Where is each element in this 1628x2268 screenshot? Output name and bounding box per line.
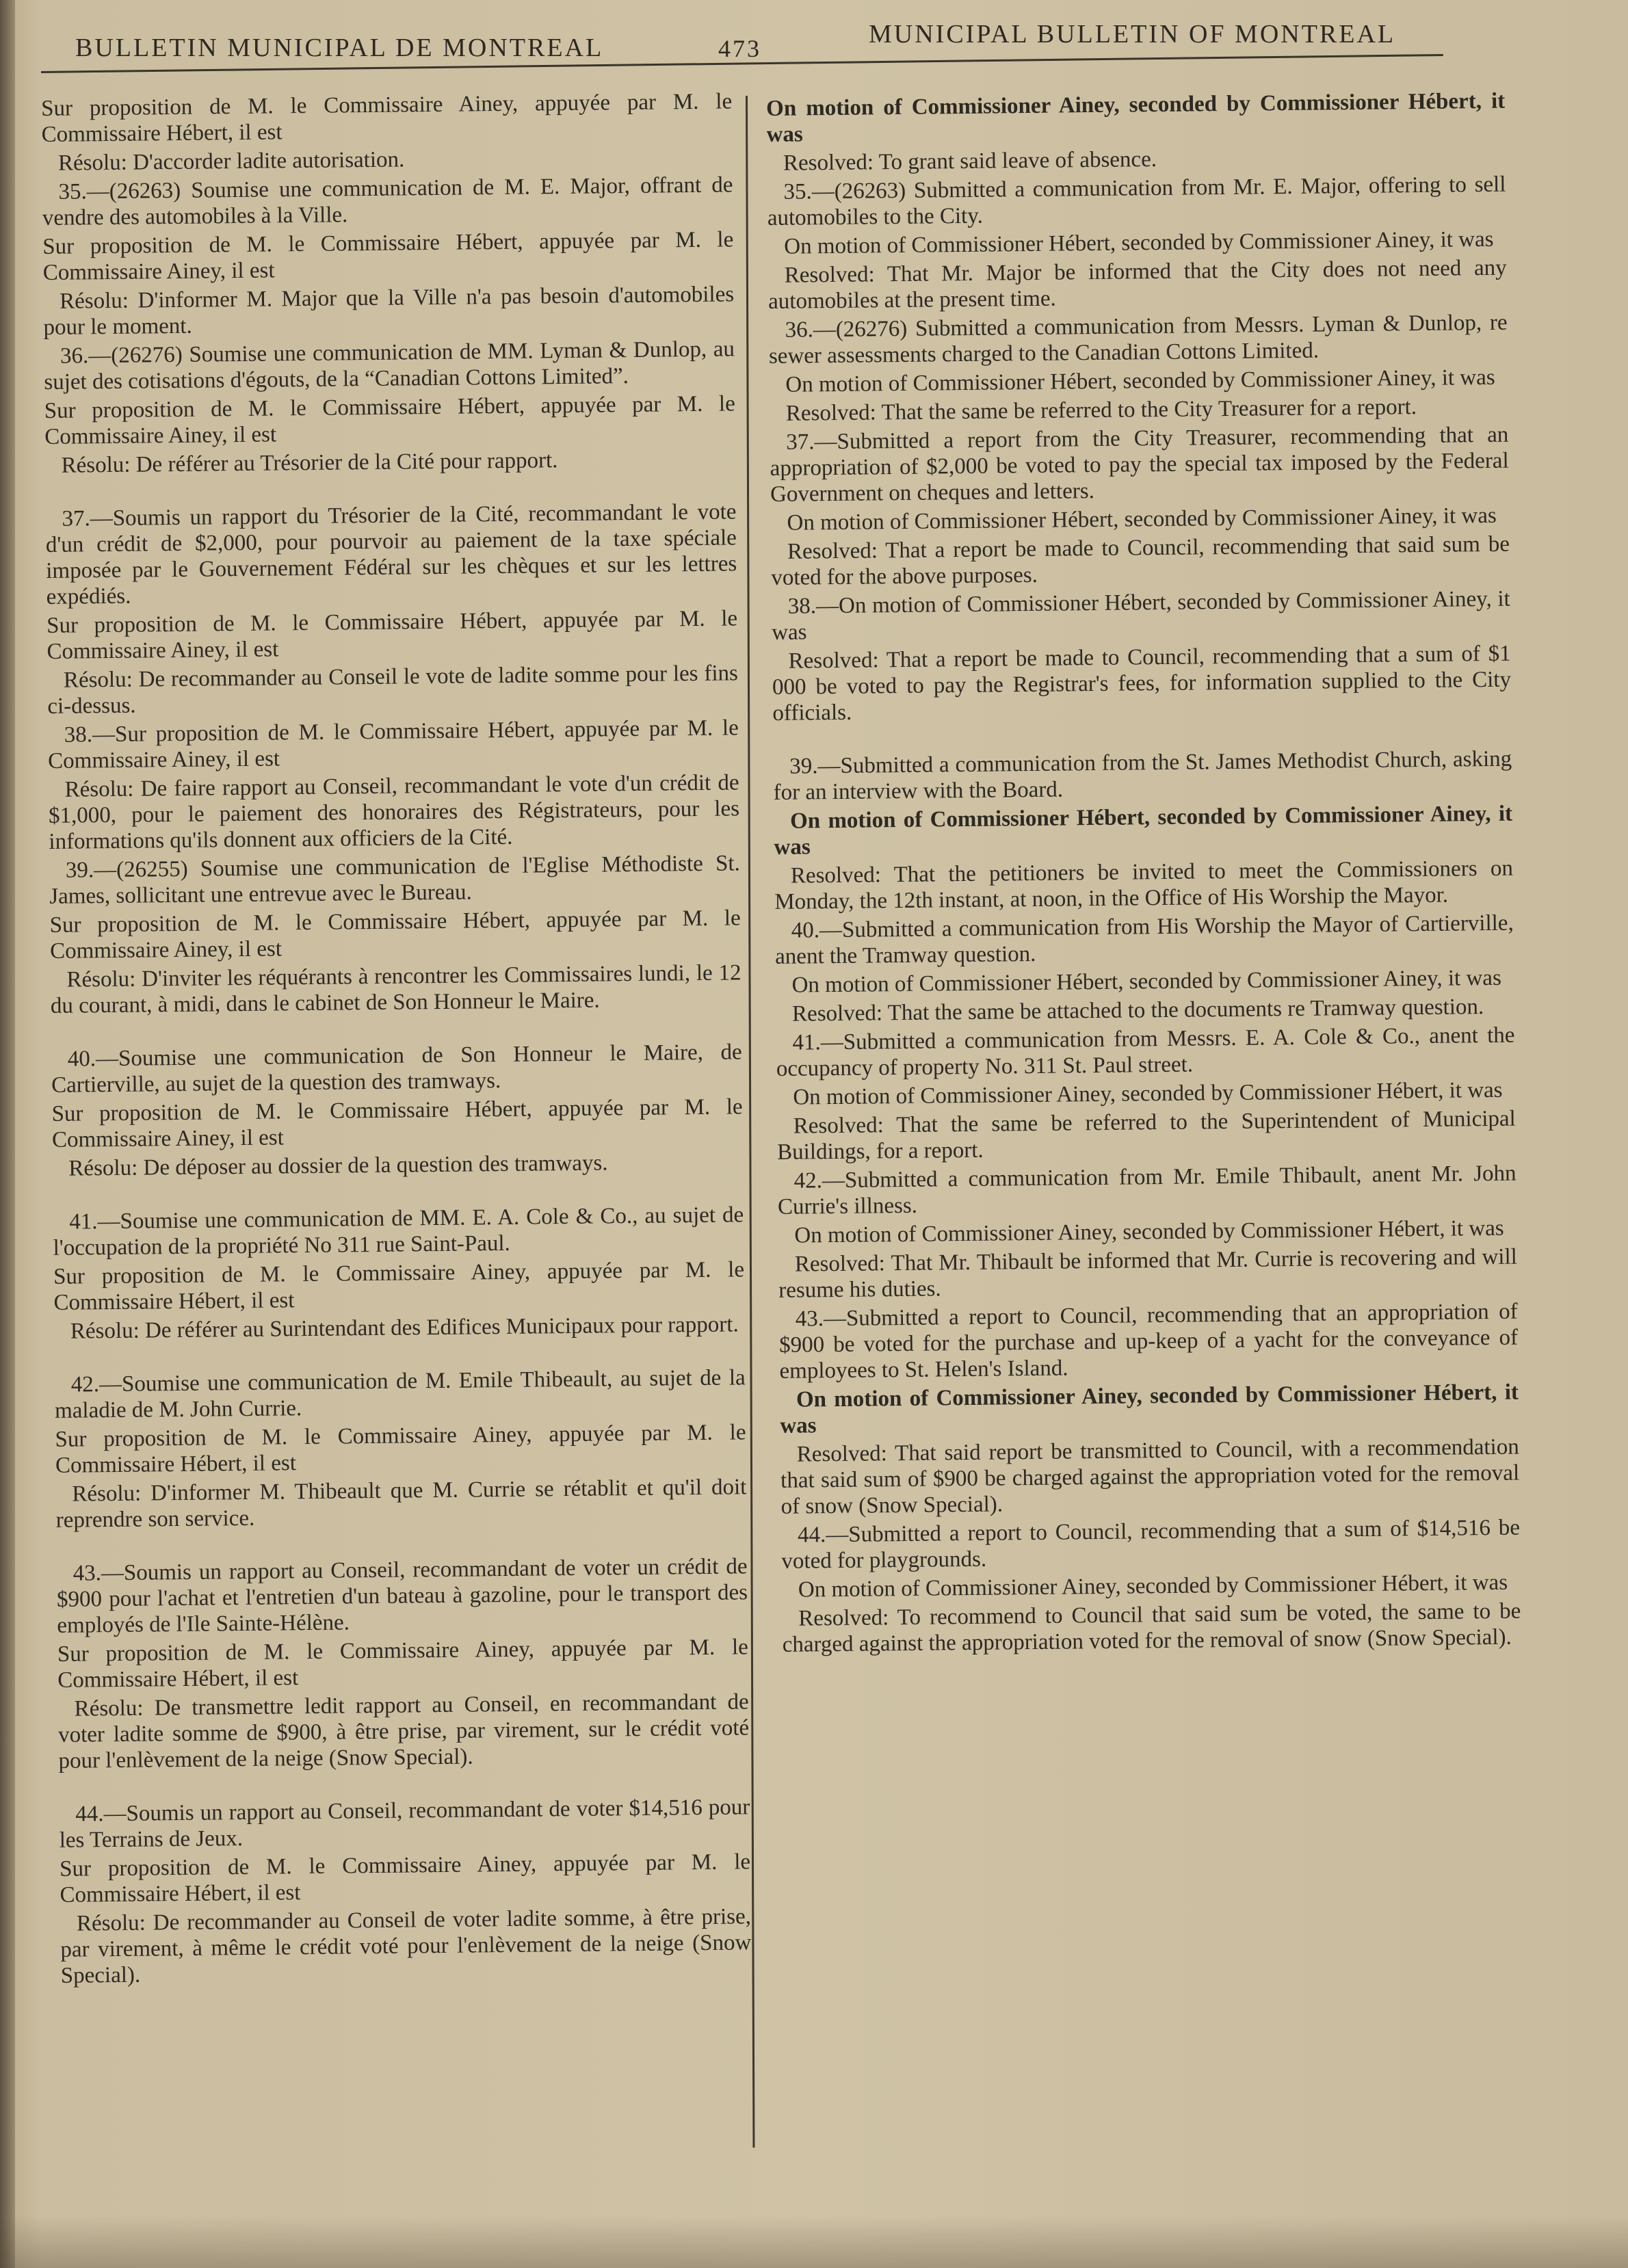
en-item-36: 36.—(26276) Submitted a communication from Messrs. Lyman & Dunlop, re sewer assessments charged to the Canadian Cottons Limited. (768, 310, 1508, 369)
english-column (766, 88, 1521, 1661)
en-resolution: Resolved: That the same be attached to the documents re Tramway question. (791, 994, 1484, 1027)
fr-resolution: Résolu: De transmettre ledit rapport au Conseil, en recommandant de voter ladite somme de $900, à être prise, par virement, sur le crédit voté pour l'enlèvement de la neige (Snow Special). (57, 1689, 750, 1773)
en-resolution: Resolved: That said report be transmitted to Council, with a recommendation that said sum of $900 be charged against the appropriation voted for the removal of snow (Snow Special). (780, 1434, 1520, 1519)
page-header (68, 19, 1450, 74)
en-resolution: Resolved: To recommend to Council that said sum be voted, the same to be charged against the appropriation voted for the removal of snow (Snow Special). (782, 1598, 1521, 1657)
en-item-37: 37.—Submitted a report from the City Treasurer, recommending that an appropriation of $2,000 be voted to pay the special tax imposed by the Federal Government on cheques and letters. (770, 422, 1509, 507)
fr-item-37: 37.—Soumis un rapport du Trésorier de la Cité, recommandant le vote d'un crédit de $2,000, pour pourvoir au paiement de la taxe spéciale imposée par le Gouvernement Fédéral sur les chèques et sur les lettres expédiés. (45, 499, 737, 609)
header-english-title: MUNICIPAL BULLETIN OF MONTREAL (869, 20, 1396, 49)
en-resolution: Resolved: To grant said leave of absence. (783, 147, 1157, 176)
en-item-44: 44.—Submitted a report to Council, recommending that a sum of $14,516 be voted for playgrounds. (781, 1515, 1521, 1574)
en-resolution: Resolved: That Mr. Major be informed that the City does not need any automobiles at the present time. (767, 255, 1507, 314)
en-item-41: 41.—Submitted a communication from Messrs. E. A. Cole & Co., anent the occupancy of property No. 311 St. Paul street. (776, 1023, 1515, 1081)
en-item-43: 43.—Submitted a report to Council, recommending that an appropriation of $900 be voted for the purchase and up-keep of a yacht for the conveyance of employees to St. Helen's Island. (778, 1299, 1519, 1384)
fr-resolution: Résolu: D'accorder ladite autorisation. (57, 147, 405, 176)
french-column (41, 88, 752, 1991)
fr-resolution: Résolu: De référer au Trésorier de la Cité pour rapport. (61, 448, 558, 478)
fr-resolution: Résolu: D'inviter les réquérants à rencontrer les Commissaires lundi, le 12 du courant, à midi, dans le cabinet de Son Honneur le Maire. (50, 960, 741, 1018)
en-motion: On motion of Commissioner Hébert, seconded by Commissioner Ainey, it was (784, 226, 1494, 259)
en-resolution: Resolved: That a report be made to Council, recommending that a sum of $1 000 be voted to pay the Registrar's fees, for information supplied to the City officials. (772, 641, 1512, 726)
en-resolution: Resolved: That Mr. Thibault be informed that Mr. Currie is recovering and will resume his duties. (778, 1244, 1518, 1303)
fr-paragraph: Sur proposition de M. le Commissaire Hébert, appuyée par M. le Commissaire Ainey, il est (46, 606, 738, 664)
fr-resolution: Résolu: D'informer M. Major que la Ville n'a pas besoin d'automobiles pour le moment. (43, 282, 735, 340)
en-motion: On motion of Commissioner Hébert, seconded by Commissioner Ainey, it was (791, 965, 1502, 998)
fr-item-42: 42.—Soumise une communication de M. Emile Thibeault, au sujet de la maladie de M. John Currie. (54, 1365, 746, 1423)
fr-item-36: 36.—(26276) Soumise une communication de MM. Lyman & Dunlop, au sujet des cotisations d'égouts, de la “Canadian Cottons Limited”. (44, 337, 735, 395)
en-resolution: Resolved: That a report be made to Council, recommending that said sum be voted for the above purposes. (771, 531, 1510, 590)
en-motion: On motion of Commissioner Ainey, seconded by Commissioner Hébert, it was (798, 1570, 1508, 1603)
en-motion: On motion of Commissioner Ainey, seconded by Commissioner Hébert, it was (793, 1077, 1503, 1110)
en-resolution: Resolved: That the same be referred to the Superintendent of Municipal Buildings, for a report. (776, 1106, 1516, 1165)
fr-paragraph: Sur proposition de M. le Commissaire Ainey, appuyée par M. le Commissaire Hébert, il est (41, 89, 733, 147)
fr-paragraph: Sur proposition de M. le Commissaire Ainey, appuyée par M. le Commissaire Hébert, il est (59, 1849, 751, 1908)
en-item-35: 35.—(26263) Submitted a communication from Mr. E. Major, offering to sell automobiles to the City. (767, 172, 1506, 230)
en-motion: On motion of Commissioner Hébert, seconded by Commissioner Ainey, it was (785, 365, 1495, 397)
fr-item-39: 39.—(26255) Soumise une communication de l'Eglise Méthodiste St. James, sollicitant une entrevue avec le Bureau. (49, 851, 740, 909)
fr-item-35: 35.—(26263) Soumise une communication de M. E. Major, offrant de vendre des automobiles à la Ville. (42, 172, 733, 230)
fr-resolution: Résolu: De référer au Surintendant des Edifices Municipaux pour rapport. (70, 1312, 739, 1344)
fr-paragraph: Sur proposition de M. le Commissaire Hébert, appuyée par M. le Commissaire Ainey, il est (44, 391, 735, 449)
en-resolution: Resolved: That the same be referred to the City Treasurer for a report. (785, 395, 1417, 426)
fr-resolution: Résolu: De faire rapport au Conseil, recommandant le vote d'un crédit de $1,000, pour le paiement des honoraires des Régistrateurs, pour les informations qu'ils donnent aux officiers de la Cité. (48, 770, 740, 854)
en-item-40: 40.—Submitted a communication from His Worship the Mayor of Cartierville, anent the Tramway question. (774, 910, 1514, 969)
page-number: 473 (718, 35, 761, 62)
en-motion: On motion of Commissioner Ainey, seconded by Commissioner Hébert, it was (794, 1215, 1504, 1248)
book-spine-shadow (0, 0, 15, 2268)
fr-item-38: 38.—Sur proposition de M. le Commissaire Hébert, appuyée par M. le Commissaire Ainey, il est (48, 715, 739, 774)
fr-resolution: Résolu: De déposer au dossier de la question des tramways. (68, 1150, 608, 1181)
fr-resolution: Résolu: De recommander au Conseil le vote de ladite somme pour les fins ci-dessus. (47, 661, 739, 719)
fr-paragraph: Sur proposition de M. le Commissaire Hébert, appuyée par M. le Commissaire Ainey, il est (49, 906, 741, 964)
en-item-42: 42.—Submitted a communication from Mr. Emile Thibault, anent Mr. John Currie's illness. (777, 1161, 1517, 1219)
fr-resolution: Résolu: De recommander au Conseil de voter ladite somme, à être prise, par virement, à même le crédit voté pour l'enlèvement de la neige (Snow Special). (60, 1904, 752, 1988)
en-motion: On motion of Commissioner Ainey, seconded by Commissioner Hébert, it was (766, 88, 1506, 147)
fr-paragraph: Sur proposition de M. le Commissaire Hébert, appuyée par M. le Commissaire Ainey, il est (51, 1094, 743, 1152)
en-resolution: Resolved: That the petitioners be invited to meet the Commissioners on Monday, the 12th instant, at noon, in the Office of His Worship the Mayor. (774, 856, 1514, 914)
fr-paragraph: Sur proposition de M. le Commissaire Ainey, appuyée par M. le Commissaire Hébert, il est (53, 1257, 745, 1315)
fr-item-44: 44.—Soumis un rapport au Conseil, recommandant de voter $14,516 pour les Terrains de Jeux. (59, 1795, 750, 1853)
fr-item-41: 41.—Soumise une communication de MM. E. A. Cole & Co., au sujet de l'occupation de la propriété No 311 rue Saint-Paul. (53, 1202, 744, 1261)
en-motion: On motion of Commissioner Ainey, seconded by Commissioner Hébert, it was (780, 1380, 1519, 1438)
fr-item-43: 43.—Soumis un rapport au Conseil, recommandant de voter un crédit de $900 pour l'achat et l'entretien d'un bateau à gazoline, pour le transport des employés de l'Ile Sainte-Hélène. (56, 1554, 748, 1638)
fr-paragraph: Sur proposition de M. le Commissaire Ainey, appuyée par M. le Commissaire Hébert, il est (55, 1420, 746, 1478)
fr-paragraph: Sur proposition de M. le Commissaire Hébert, appuyée par M. le Commissaire Ainey, il est (42, 227, 734, 285)
en-motion: On motion of Commissioner Hébert, seconded by Commissioner Ainey, it was (774, 801, 1513, 860)
en-motion: On motion of Commissioner Hébert, seconded by Commissioner Ainey, it was (787, 503, 1497, 536)
fr-resolution: Résolu: D'informer M. Thibeault que M. Currie se rétablit et qu'il doit reprendre son service. (55, 1475, 747, 1533)
fr-item-40: 40.—Soumise une communication de Son Honneur le Maire, de Cartierville, au sujet de la question des tramways. (51, 1040, 742, 1098)
en-item-39: 39.—Submitted a communication from the St. James Methodist Church, asking for an interview with the Board. (773, 746, 1512, 805)
header-french-title: BULLETIN MUNICIPAL DE MONTREAL (75, 34, 604, 62)
page-bottom-shadow (0, 2216, 1628, 2268)
fr-paragraph: Sur proposition de M. le Commissaire Ainey, appuyée par M. le Commissaire Hébert, il est (57, 1635, 748, 1693)
en-item-38: 38.—On motion of Commissioner Hébert, seconded by Commissioner Ainey, it was (772, 586, 1510, 645)
